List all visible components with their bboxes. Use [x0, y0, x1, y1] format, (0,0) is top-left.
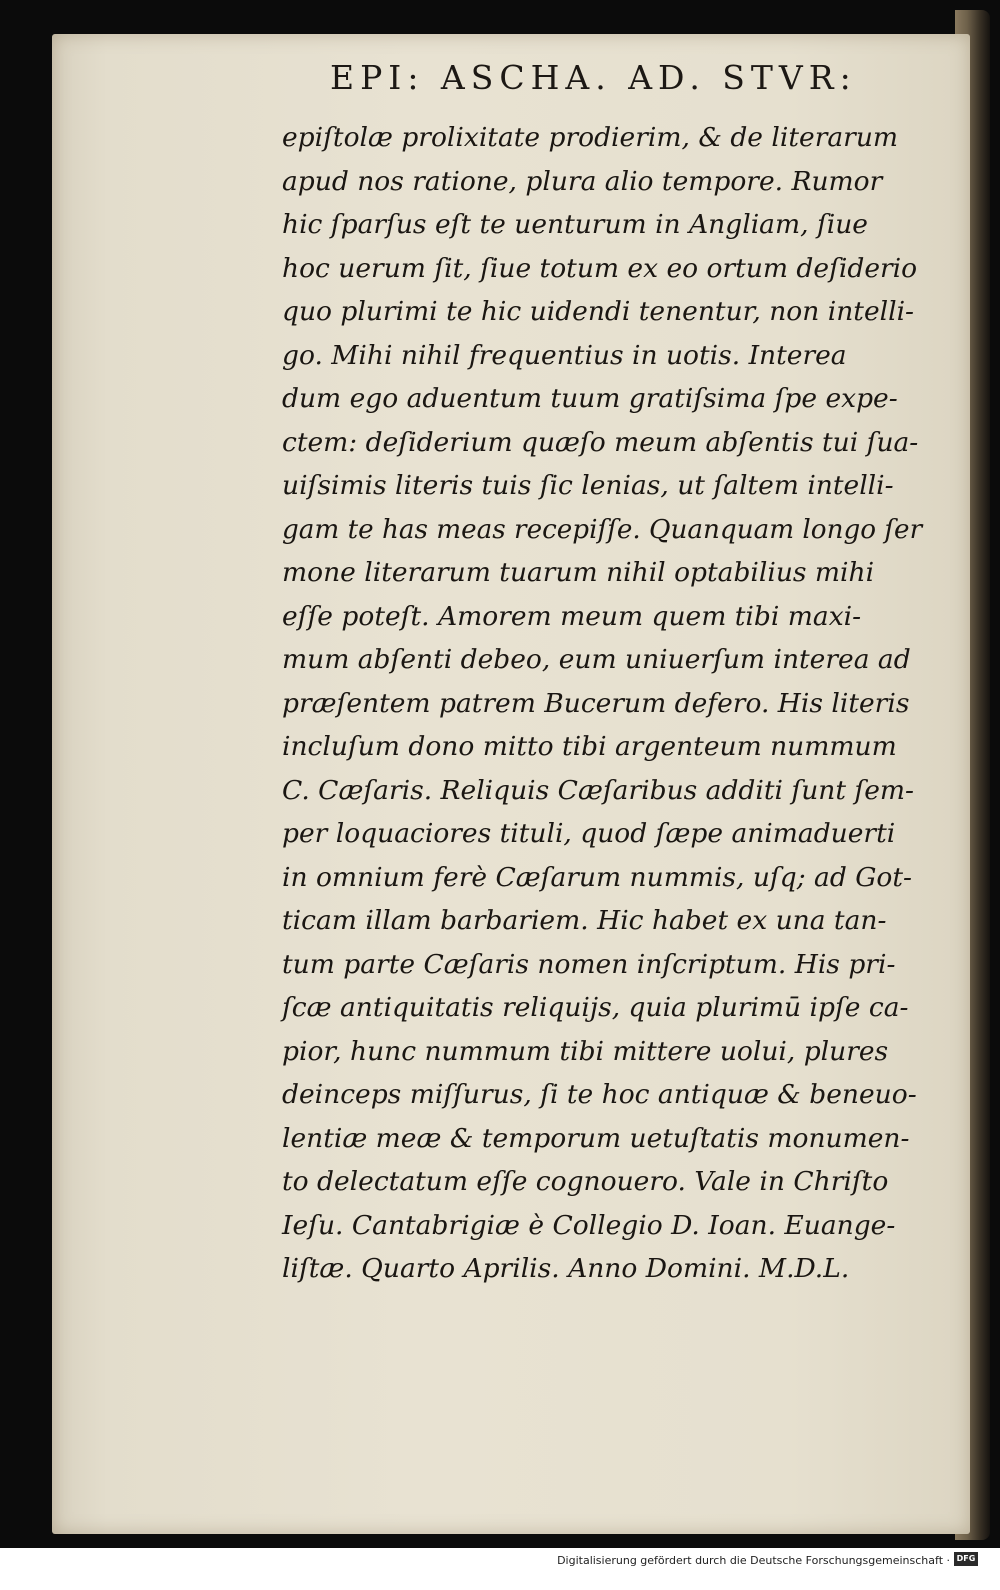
- text-line: hoc uerum ſit, ſiue totum ex eo ortum deſiderio: [282, 252, 918, 284]
- text-line: quo plurimi te hic uidendi tenentur, non intelli-: [282, 296, 915, 327]
- running-head: EPI: ASCHA. AD. STVR:: [330, 58, 857, 97]
- dfg-logo-icon: DFG: [954, 1552, 978, 1566]
- text-line: mone literarum tuarum nihil optabilius mihi: [282, 557, 875, 588]
- body-text: [282, 116, 922, 1291]
- text-line: lentiæ meæ & temporum uetuſtatis monumen-: [282, 1122, 910, 1154]
- text-line: tum parte Cæſaris nomen inſcriptum. His pri-: [282, 948, 896, 980]
- text-line: ſcæ antiquitatis reliquijs, quia plurimū ipſe ca-: [282, 992, 909, 1023]
- text-line: præſentem patrem Bucerum defero. His literis: [282, 687, 910, 719]
- text-line: to delectatum eſſe cognouero. Vale in Chriſto: [282, 1166, 889, 1197]
- text-line: in omnium ferè Cæſarum nummis, uſq; ad Got-: [282, 861, 912, 893]
- text-line: per loquaciores tituli, quod ſæpe animaduerti: [282, 818, 896, 849]
- text-line: epiſtolæ prolixitate prodierim, & de literarum: [282, 122, 899, 153]
- text-line: liſtæ. Quarto Aprilis. Anno Domini. M.D.L.: [282, 1253, 850, 1284]
- text-line: ticam illam barbariem. Hic habet ex una tan-: [282, 905, 887, 936]
- text-line: incluſum dono mitto tibi argenteum nummum: [282, 731, 897, 762]
- text-line: eſſe poteſt. Amorem meum quem tibi maxi-: [282, 600, 862, 632]
- text-line: uiſsimis literis tuis ſic lenias, ut ſaltem intelli-: [282, 470, 894, 501]
- text-line: C. Cæſaris. Reliquis Cæſaribus additi ſunt ſem-: [282, 774, 915, 806]
- text-line: apud nos ratione, plura alio tempore. Rumor: [282, 165, 883, 197]
- text-line: mum abſenti debeo, eum uniuerſum interea ad: [282, 644, 911, 675]
- text-line: deinceps miſſurus, ſi te hoc antiquæ & beneuo-: [282, 1079, 917, 1110]
- text-line: pior, hunc nummum tibi mittere uolui, plures: [282, 1035, 889, 1067]
- text-line: ctem: deſiderium quæſo meum abſentis tui ſua-: [282, 426, 919, 458]
- digitization-credit: Digitalisierung gefördert durch die Deutsche Forschungsgemeinschaft ·: [557, 1554, 950, 1567]
- text-line: hic ſparſus eſt te uenturum in Angliam, ſiue: [282, 209, 868, 240]
- text-line: gam te has meas recepiſſe. Quanquam longo ſer: [282, 513, 923, 545]
- text-line: Ieſu. Cantabrigiæ è Collegio D. Ioan. Euange-: [282, 1209, 896, 1241]
- text-line: go. Mihi nihil frequentius in uotis. Interea: [282, 339, 847, 371]
- text-line: dum ego aduentum tuum gratiſsima ſpe expe-: [282, 383, 898, 414]
